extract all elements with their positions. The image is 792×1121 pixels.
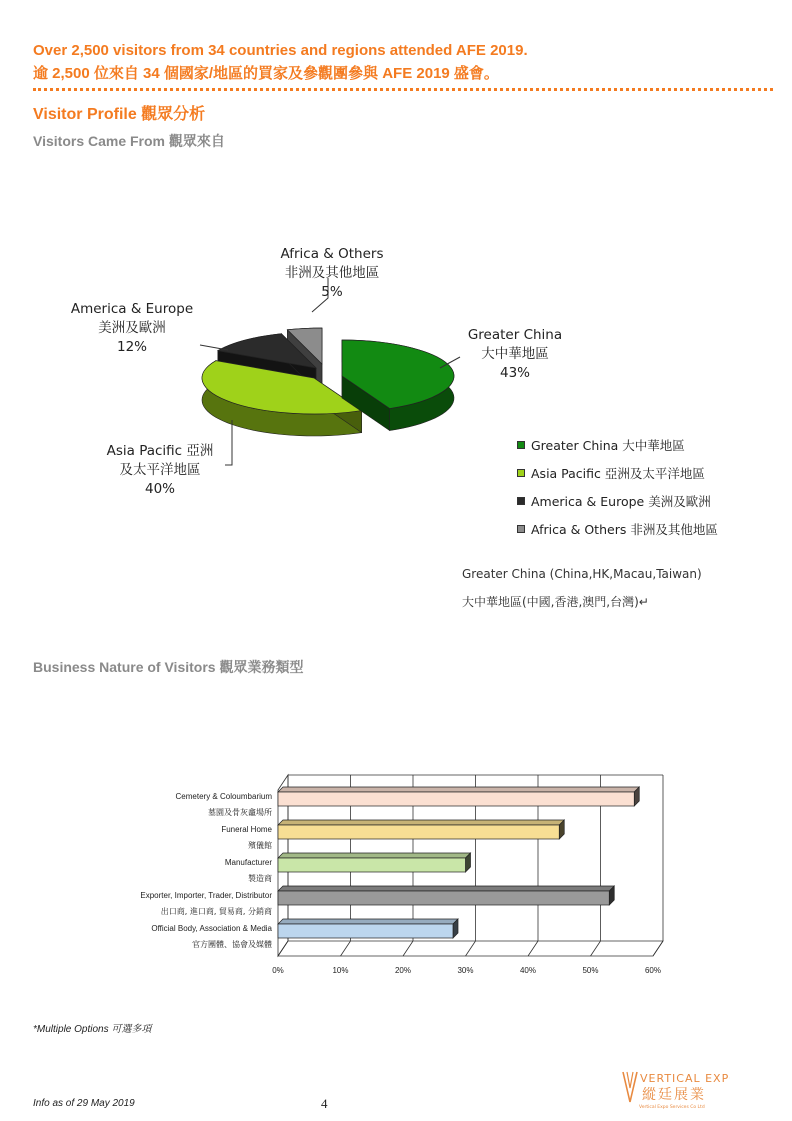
category-label-en: Manufacturer [224,858,272,867]
legend-item [517,520,718,538]
legend-label: Greater China 大中華地區 [531,438,685,453]
svg-text:縱廷展業: 縱廷展業 [642,1087,706,1103]
info-date: Info as of 29 May 2019 [33,1098,135,1109]
category-label-en: Official Body, Association & Media [151,924,272,933]
x-tick-label: 0% [272,966,284,975]
bar [278,820,564,839]
leader-line-asia [225,420,232,465]
category-label-en: Funeral Home [221,825,272,834]
legend-swatch-africa-others [517,525,525,533]
bar [278,787,639,806]
label-africa-others: Africa & Others 非洲及其他地區 5% [280,246,384,300]
greater-china-note-en: Greater China (China,HK,Macau,Taiwan) [462,567,702,581]
legend-label: Africa & Others 非洲及其他地區 [531,522,718,537]
label-greater-china: Greater China 大中華地區 43% [467,327,563,381]
legend-swatch-greater-china [517,441,525,449]
category-label-zh: 製造商 [248,874,272,883]
x-tick-label: 10% [332,966,349,975]
pie-legend [517,436,718,538]
label-asia-pacific: Asia Pacific 亞洲 及太平洋地區 40% [106,443,214,497]
bar [278,886,614,905]
category-label-zh: 墓園及骨灰龕場所 [208,808,272,817]
bar-subtitle: Business Nature of Visitors 觀眾業務類型 [33,659,304,675]
multiple-options-note: *Multiple Options 可選多項 [33,1024,152,1035]
legend-swatch-america-europe [517,497,525,505]
x-tick-label: 40% [519,966,537,975]
x-tick-label: 20% [394,966,412,975]
greater-china-note-zh: 大中華地區(中國,香港,澳門,台灣)↵ [462,595,649,609]
legend-item [517,492,718,510]
legend-label: Asia Pacific 亞洲及太平洋地區 [531,466,705,481]
x-tick-label: 60% [644,966,662,975]
category-label-en: Cemetery & Coloumbarium [175,792,272,801]
x-tick-label: 30% [457,966,474,975]
category-label-en: Exporter, Importer, Trader, Distributor [140,891,272,900]
x-tick-label: 50% [582,966,599,975]
legend-item [517,464,718,482]
svg-text:VERTICAL EXPO: VERTICAL EXPO [640,1072,730,1085]
vertical-expo-logo [620,1068,730,1110]
legend-swatch-asia-pacific [517,469,525,477]
legend-label: America & Europe 美洲及歐洲 [531,494,711,509]
headline-zh: 逾 2,500 位來自 34 個國家/地區的買家及參觀團參與 AFE 2019 盛會。 [33,65,499,82]
pie-subtitle: Visitors Came From 觀眾來自 [33,133,225,149]
bar-chart [0,740,792,1000]
headline-en: Over 2,500 visitors from 34 countries and regions attended AFE 2019. [33,42,528,59]
page-number: 4 [321,1096,328,1111]
category-label-zh: 殯儀館 [248,841,272,850]
category-label-zh: 出口商, 進口商, 貿易商, 分銷商 [160,907,272,916]
bar [278,853,471,872]
category-label-zh: 官方團體、協會及媒體 [192,940,272,949]
label-america-europe: America & Europe 美洲及歐洲 12% [70,301,194,355]
legend-item [517,436,718,454]
svg-text:Vertical Expo Services Co Ltd: Vertical Expo Services Co Ltd [639,1105,705,1110]
section-title: Visitor Profile 觀眾分析 [33,106,206,123]
bar [278,919,458,938]
